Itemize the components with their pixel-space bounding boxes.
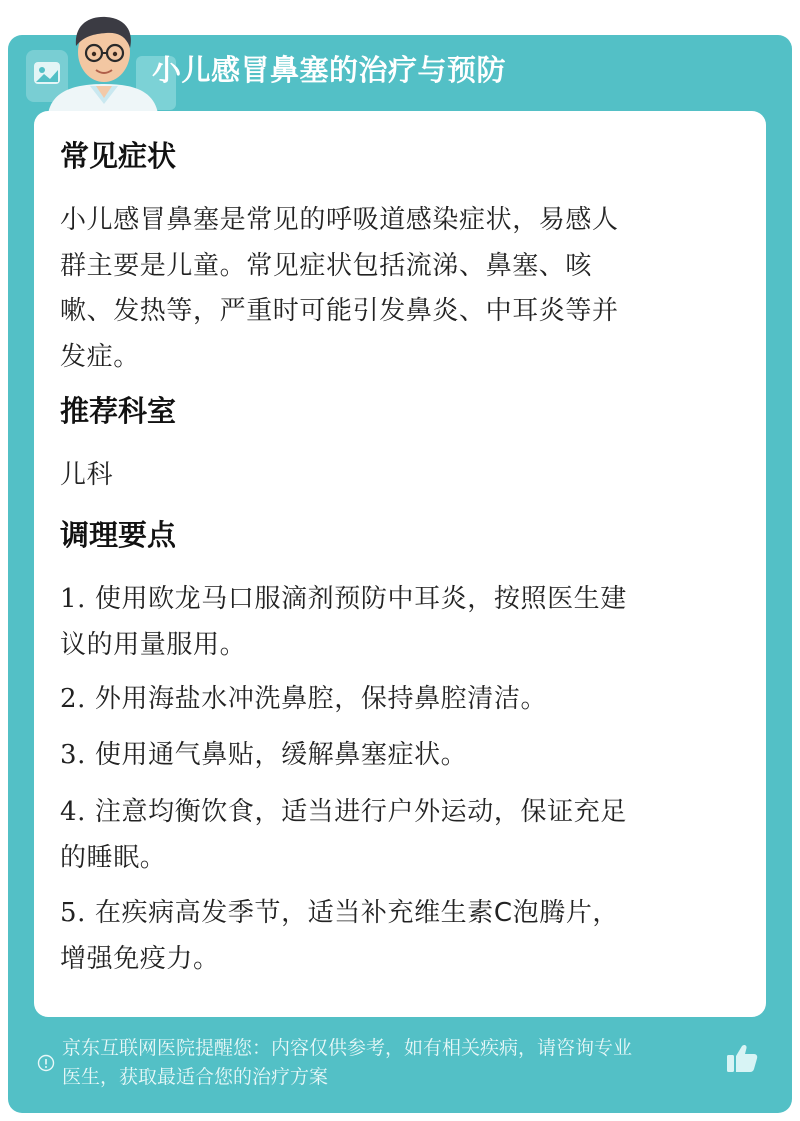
care-item-line: 的睡眠。 [60,842,167,873]
care-item-line: 增强免疫力。 [60,943,220,974]
care-item-text: 使用欧龙马口服滴剂预防中耳炎，按照医生建 [86,584,627,614]
care-item-line [60,790,730,836]
care-item-3 [60,733,730,779]
care-item-line: 议的用量服用。 [60,629,247,660]
care-item-text: 在疾病高发季节，适当补充维生素C泡腾片， [86,898,620,928]
care-item-4 [60,790,730,881]
care-item-text: 外用海盐水冲洗鼻腔，保持鼻腔清洁。 [86,684,548,714]
section-title-care: 调理要点 [60,518,177,552]
care-item-number: 5. [60,898,87,928]
content-card [34,111,766,1017]
symptoms-text [60,198,730,380]
department-text: 儿科 [60,460,114,490]
care-item-number: 1. [60,584,87,614]
care-item-line [60,677,730,723]
care-item-5 [60,891,730,982]
thumbs-up-icon[interactable] [724,1040,760,1076]
care-item-1 [60,577,730,668]
footer-disclaimer [62,1034,727,1092]
page-title: 小儿感冒鼻塞的治疗与预防 [152,53,507,87]
info-icon [37,1054,55,1072]
care-item-line [60,577,730,623]
footer-line: 京东互联网医院提醒您：内容仅供参考，如有相关疾病，请咨询专业 [62,1037,633,1059]
section-title-symptoms: 常见症状 [60,139,177,173]
care-item-2 [60,677,730,723]
care-item-number: 2. [60,684,87,714]
care-item-text: 使用通气鼻贴，缓解鼻塞症状。 [86,740,468,770]
section-title-department: 推荐科室 [60,394,177,428]
symptoms-line: 小儿感冒鼻塞是常见的呼吸道感染症状，易感人 [60,205,619,235]
care-item-line [60,733,730,779]
care-item-number: 4. [60,797,87,827]
care-item-line [60,891,730,937]
symptoms-line: 嗽、发热等，严重时可能引发鼻炎、中耳炎等并 [60,296,619,326]
care-item-number: 3. [60,740,87,770]
footer-line: 医生，获取最适合您的治疗方案 [62,1066,329,1088]
care-item-text: 注意均衡饮食，适当进行户外运动，保证充足 [86,797,627,827]
symptoms-line: 发症。 [60,341,140,372]
symptoms-line: 群主要是儿童。常见症状包括流涕、鼻塞、咳 [60,250,593,281]
